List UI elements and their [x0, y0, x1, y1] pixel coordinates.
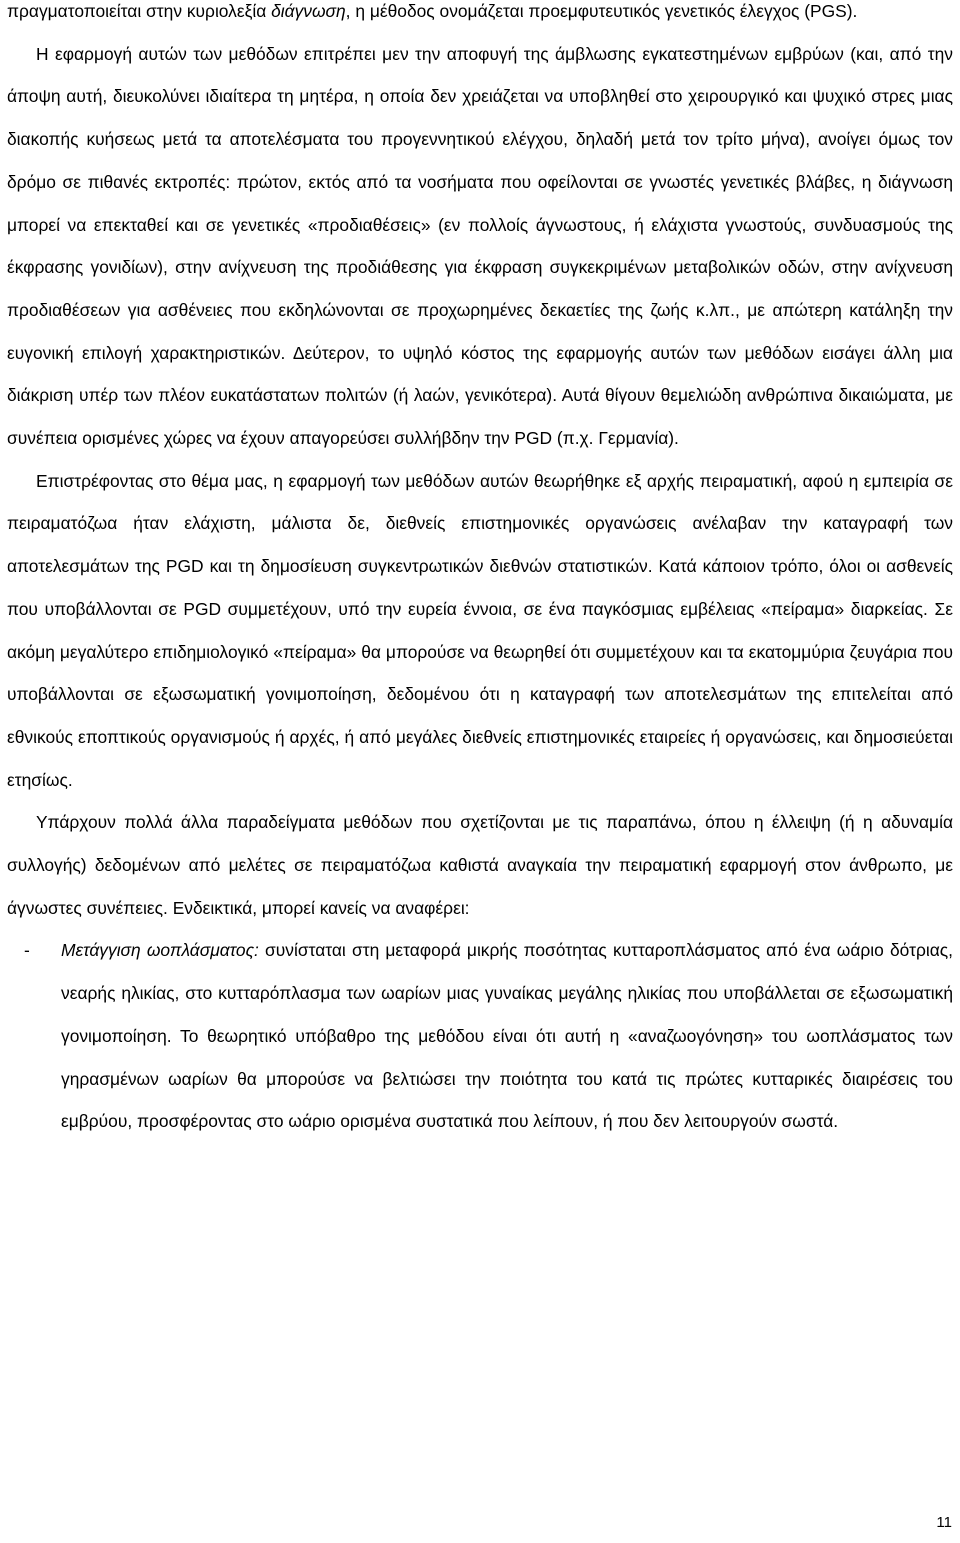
bullet-item-ooplasm-transfer [7, 929, 953, 1143]
paragraph-continuation [7, 0, 953, 33]
paragraph-2: Η εφαρμογή αυτών των μεθόδων επιτρέπει μεν την αποφυγή της άμβλωσης εγκατεστημένων εμβρύων (και, από την άποψη αυτή, διευκολύνει ιδιαίτερα τη μητέρα, η οποία δεν χρειάζεται να υποβληθεί στο χειρουργικό και ψυχικό στρες μιας διακοπής κυήσεως μετά τα αποτελέσματα του προγεννητικού ελέγχου, δηλαδή μετά τον τρίτο μήνα), ανοίγει όμως τον δρόμο σε πιθανές εκτροπές: πρώτον, εκτός από τα νοσήματα που οφείλονται σε γνωστές γενετικές βλάβες, η διάγνωση μπορεί να επεκταθεί και σε γενετικές «προδιαθέσεις» (εν πολλοίς άγνωστους, ή ελάχιστα γνωστούς, συνδυασμούς της έκφρασης γονιδίων), στην ανίχνευση της προδιάθεσης για έκφραση συγκεκριμένων μεταβολικών οδών, στην ανίχνευση προδιαθέσεων για ασθένειες που εκδηλώνονται σε προχωρημένες δεκαετίες της ζωής κ.λπ., με απώτερη κατάληξη την ευγονική επιλογή χαρακτηριστικών. Δεύτερον, το υψηλό κόστος της εφαρμογής αυτών των μεθόδων εισάγει άλλη μια διάκριση υπέρ των πλέον ευκατάστατων πολιτών (ή λαών, γενικότερα). Αυτά θίγουν θεμελιώδη ανθρώπινα δικαιώματα, με συνέπεια ορισμένες χώρες να έχουν απαγορεύσει συλλήβδην την PGD (π.χ. Γερμανία). [7, 43, 953, 449]
page-number: 11 [936, 1514, 952, 1531]
paragraph-1-text-before: πραγματοποιείται στην κυριολεξία [7, 1, 272, 21]
bullet-term: Μετάγγιση ωοπλάσματος: [61, 940, 259, 961]
paragraph-1-text-after: , η μέθοδος ονομάζεται προεμφυτευτικός γενετικός έλεγχος (PGS). [345, 1, 858, 21]
paragraph-3: Επιστρέφοντας στο θέμα μας, η εφαρμογή των μεθόδων αυτών θεωρήθηκε εξ αρχής πειραματική, αφού η εμπειρία σε πειραματόζωα ήταν ελάχιστη, μάλιστα δε, διεθνείς επιστημονικές οργανώσεις ανέλαβαν την καταγραφή των αποτελεσμάτων της PGD και τη δημοσίευση συγκεντρωτικών διεθνών στατιστικών. Κατά κάποιον τρόπο, όλοι οι ασθενείς που υποβάλλονται σε PGD συμμετέχουν, υπό την ευρεία έννοια, σε ένα παγκόσμιας εμβέλειας «πείραμα» διαρκείας. Σε ακόμη μεγαλύτερο επιδημιολογικό «πείραμα» θα μπορούσε να θεωρηθεί ότι συμμετέχουν και τα εκατομμύρια ζευγάρια που υποβάλλονται σε εξωσωματική γονιμοποίηση, δεδομένου ότι η καταγραφή των αποτελεσμάτων της επιτελείται από εθνικούς εποπτικούς οργανισμούς ή αρχές, ή από μεγάλες διεθνείς επιστημονικές εταιρείες ή οργανώσεις, και δημοσιεύεται ετησίως. [7, 470, 953, 790]
paragraph-1-italic-term: διάγνωση [271, 1, 346, 21]
paragraph-4: Υπάρχουν πολλά άλλα παραδείγματα μεθόδων που σχετίζονται με τις παραπάνω, όπου η έλλειψη (ή η αδυναμία συλλογής) δεδομένων από μελέτες σε πειραματόζωα καθιστά αναγκαία την πειραματική εφαρμογή στον άνθρωπο, με άγνωστες συνέπειες. Ενδεικτικά, μπορεί κανείς να αναφέρει: [7, 812, 953, 918]
body-text [7, 0, 953, 1143]
bullet-dash: - [24, 940, 30, 961]
bullet-text: συνίσταται στη μεταφορά μικρής ποσότητας κυτταροπλάσματος από ένα ωάριο δότριας, νεαρής ηλικίας, στο κυτταρόπλασμα των ωαρίων μιας γυναίκας μεγάλης ηλικίας που υποβάλλεται σε εξωσωματική γονιμοποίηση. Το θεωρητικό υπόβαθρο της μεθόδου είναι ότι αυτή η «αναζωογόνηση» του ωοπλάσματος των γηρασμένων ωαρίων θα μπορούσε να βελτιώσει την ποιότητα του κατά τις πρώτες κυτταρικές διαιρέσεις του εμβρύου, προσφέροντας στο ωάριο ορισμένα συστατικά που λείπουν, ή που δεν λειτουργούν σωστά. [61, 940, 953, 1132]
